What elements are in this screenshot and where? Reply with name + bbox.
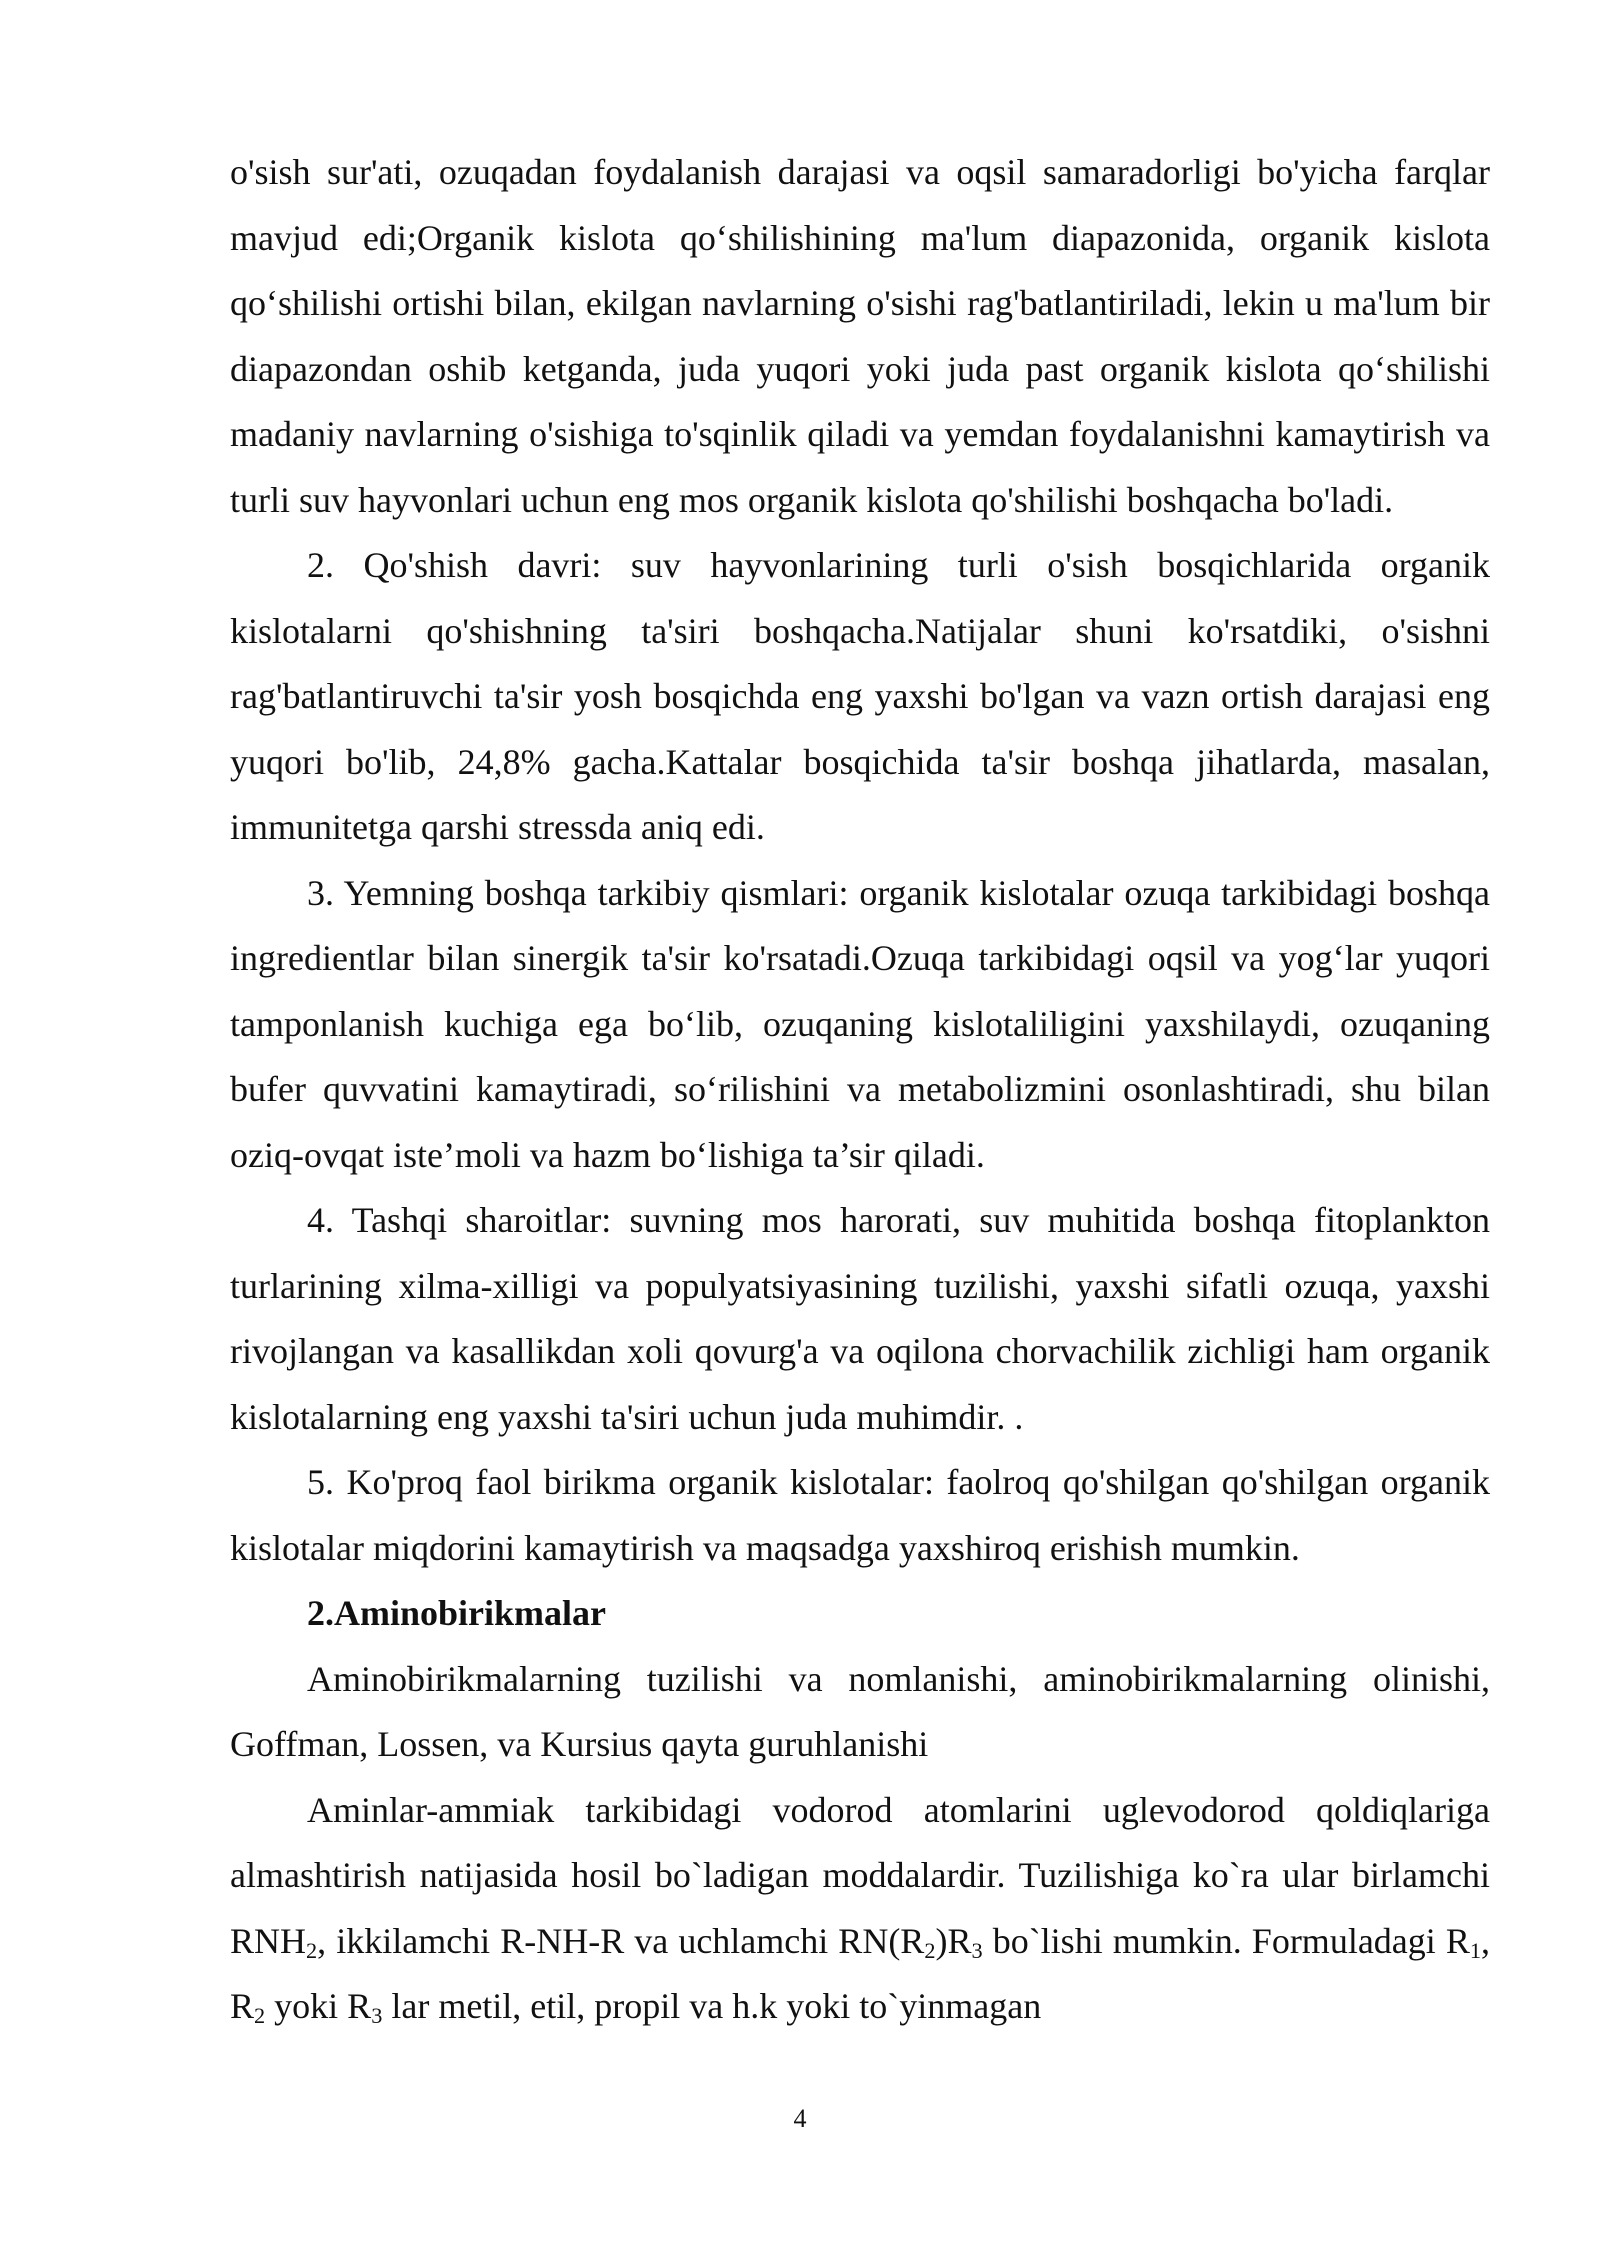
subscript: 2 [924,1937,936,1963]
subscript: 2 [254,2002,266,2028]
subscript: 1 [1469,1937,1481,1963]
text-run: lar metil, etil, propil va h.k yoki to`yinmagan [382,1986,1042,2026]
text-run: yoki R [265,1986,372,2026]
paragraph-amines [230,1778,1490,2040]
section-subtitle: Aminobirikmalarning tuzilishi va nomlanishi, aminobirikmalarning olinishi, Goffman, Lossen, va Kursius qayta guruhlanishi [230,1658,1490,1764]
paragraph-continuation: o'sish sur'ati, ozuqadan foydalanish darajasi va oqsil samaradorligi bo'yicha farqlar mavjud edi;Organik kislota qo‘shilishining ma'lum diapazonida, organik kislota qo‘shilishi ortishi bilan, ekilgan navlarning o'sishi rag'batlantiriladi, lekin u ma'lum bir diapazondan oshib ketganda, juda yuqori yoki juda past organik kislota qo‘shilishi madaniy navlarning o'sishiga to'sqinlik qiladi va yemdan foydalanishni kamaytirish va turli suv hayvonlari uchun eng mos organik kislota qo'shilishi boshqacha bo'ladi. [230,152,1490,520]
paragraph-item-2: 2. Qo'shish davri: suv hayvonlarining turli o'sish bosqichlarida organik kislotalarni qo'shishning ta'siri boshqacha.Natijalar shuni ko'rsatdiki, o'sishni rag'batlantiruvchi ta'sir yosh bosqichda eng yaxshi bo'lgan va vazn ortish darajasi eng yuqori bo'lib, 24,8% gacha.Kattalar bosqichida ta'sir boshqa jihatlarda, masalan, immunitetga qarshi stressda aniq edi. [230,545,1490,847]
document-body [230,140,1490,2040]
text-run: bo`lishi mumkin. Formuladagi R [982,1920,1470,1961]
subscript: 2 [306,1937,318,1963]
text-run: Aminlar-ammiak tarkibidagi vodorod atomlarini uglevodorod qoldiqlariga almashtirish natijasida hosil bo`ladigan moddalardir. Tuzilishiga ko`ra ular birlamchi RNH [230,1789,1490,1961]
paragraph-item-4: 4. Tashqi sharoitlar: suvning mos harorati, suv muhitida boshqa fitoplankton turlarining xilma-xilligi va populyatsiyasining tuzilishi, yaxshi sifatli ozuqa, yaxshi rivojlangan va kasallikdan xoli qovurg'a va oqilona chorvachilik zichligi ham organik kislotalarning eng yaxshi ta'siri uchun juda muhimdir. . [230,1200,1490,1437]
page-number: 4 [793,2104,807,2133]
section-heading: 2.Aminobirikmalar [307,1593,607,1633]
paragraph-item-5: 5. Ko'proq faol birikma organik kislotalar: faolroq qo'shilgan qo'shilgan organik kislotalar miqdorini kamaytirish va maqsadga yaxshiroq erishish mumkin. [230,1462,1490,1568]
subscript: 3 [371,2002,383,2028]
paragraph-item-3: 3. Yemning boshqa tarkibiy qismlari: organik kislotalar ozuqa tarkibidagi boshqa ingredientlar bilan sinergik ta'sir ko'rsatadi.Ozuqa tarkibidagi oqsil va yog‘lar yuqori tamponlanish kuchiga ega bo‘lib, ozuqaning kislotaliligini yaxshilaydi, ozuqaning bufer quvvatini kamaytiradi, so‘rilishini va metabolizmini osonlashtiradi, shu bilan oziq-ovqat iste’moli va hazm bo‘lishiga ta’sir qiladi. [230,872,1490,1175]
subscript: 3 [971,1937,983,1963]
text-run: , ikkilamchi R-NH-R va uchlamchi RN(R [317,1920,925,1961]
text-run: )R [935,1920,972,1961]
text-run: , R [230,1920,1490,2026]
